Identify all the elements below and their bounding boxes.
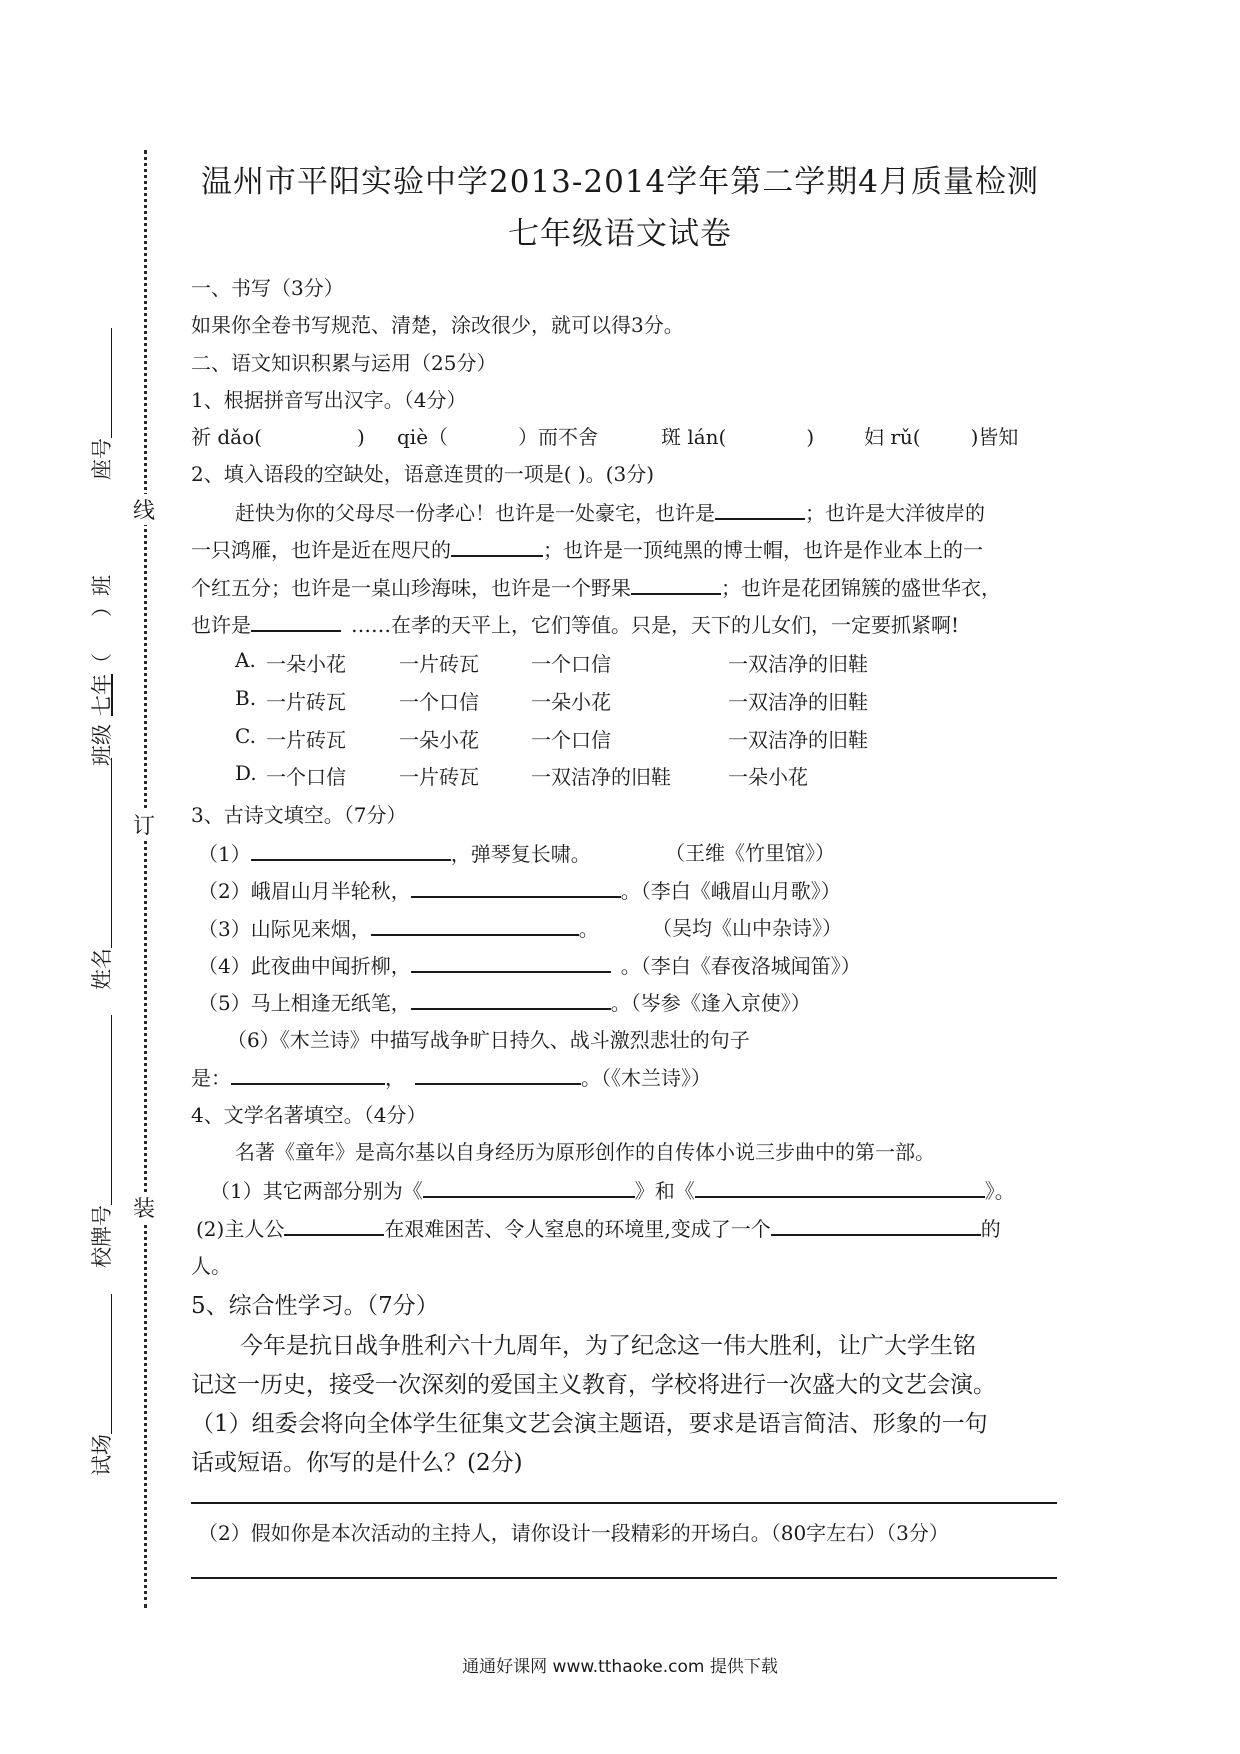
option-c-item-4: 一双洁净的旧鞋 — [728, 728, 868, 752]
q4-sub-2 — [196, 1212, 1001, 1242]
option-b-label: B. — [235, 686, 257, 710]
school-number-field[interactable] — [86, 1015, 116, 1268]
q3-blank-7[interactable] — [415, 1061, 581, 1085]
q5-answer-line-2[interactable] — [191, 1577, 1057, 1579]
q2-blank-2[interactable] — [451, 533, 543, 557]
q5-para-line2: 记这一历史，接受一次深刻的爱国主义教育，学校将进行一次盛大的文艺会演。 — [191, 1372, 996, 1398]
q2-p3b: ；也许是花团锦簇的盛世华衣， — [721, 576, 1001, 600]
q2-p1a: 赶快为你的父母尽一份孝心！也许是一处豪宅，也许是 — [235, 501, 715, 525]
option-d-item-2: 一片砖瓦 — [399, 765, 479, 789]
school-number-label: 校牌号 — [90, 1205, 114, 1268]
q1-item-4-close: )皆知 — [970, 425, 1019, 449]
binding-line-char: 线 — [129, 494, 159, 525]
option-c-item-3: 一个口信 — [531, 728, 611, 752]
q5-para-line3: （1）组委会将向全体学生征集文艺会演主题语，要求是语言简洁、形象的一句 — [191, 1411, 988, 1437]
option-d-item-3: 一双洁净的旧鞋 — [531, 765, 671, 789]
q3-blank-3[interactable] — [371, 912, 579, 936]
q3-line-4 — [198, 949, 861, 979]
option-a-label: A. — [235, 648, 256, 672]
q4-s1-text: （1）其它两部分别为《 — [210, 1179, 423, 1203]
option-b-item-4: 一双洁净的旧鞋 — [728, 690, 868, 714]
q4-blank-4[interactable] — [771, 1212, 981, 1236]
q1-item-1[interactable] — [191, 421, 365, 450]
option-a-item-4: 一双洁净的旧鞋 — [728, 652, 868, 676]
q3-blank-2[interactable] — [411, 874, 621, 898]
section1-text: 如果你全卷书写规范、清楚，涂改很少，就可以得3分。 — [191, 313, 684, 337]
q4-s1-end: 》。 — [984, 1179, 1015, 1203]
q2-para-line2 — [191, 533, 983, 563]
option-b-item-2: 一个口信 — [399, 690, 479, 714]
q3-l7-comma: ， — [385, 1066, 405, 1090]
q1-item-3-close: ) — [806, 425, 815, 449]
exam-room-label: 试场 — [90, 1434, 114, 1476]
q2-p4a: 也许是 — [191, 613, 251, 637]
q3-blank-1[interactable] — [251, 837, 451, 861]
name-label: 姓名 — [90, 948, 114, 990]
q2-option-b[interactable] — [235, 686, 256, 710]
q4-s2-text: (2)主人公 — [196, 1217, 285, 1241]
q2-heading: 2、填入语段的空缺处，语意连贯的一项是( )。(3分) — [191, 462, 655, 486]
q1-item-2-pinyin: qiè（ — [397, 425, 449, 449]
q1-item-3-pinyin: 斑 lán( — [661, 425, 727, 449]
q3-blank-5[interactable] — [411, 986, 611, 1010]
q2-p1b: ；也许是大洋彼岸的 — [805, 501, 985, 525]
q3-l3-end: 。 — [578, 917, 599, 941]
seat-number-field[interactable] — [86, 328, 116, 480]
q1-item-1-pinyin: 祈 dǎo( — [191, 425, 262, 449]
q3-l7-source: 。（《木兰诗》） — [581, 1066, 711, 1090]
exam-title-line1: 温州市平阳实验中学2013-2014学年第二学期4月质量检测 — [201, 164, 1039, 200]
q1-item-2[interactable] — [397, 421, 598, 450]
q2-p2a: 一只鸿雁，也许是近在咫尺的 — [191, 538, 451, 562]
q2-blank-4[interactable] — [251, 608, 341, 632]
q2-option-d[interactable] — [235, 761, 257, 785]
q1-item-4[interactable] — [864, 421, 1018, 450]
binding-zhuang-char: 装 — [129, 1192, 159, 1223]
q2-p2b: ；也许是一顶纯黑的博士帽，也许是作业本上的一 — [543, 538, 983, 562]
q1-heading: 1、根据拼音写出汉字。（4分） — [191, 388, 467, 412]
q4-heading: 4、文学名著填空。（4分） — [191, 1103, 427, 1127]
option-c-item-2: 一朵小花 — [399, 728, 479, 752]
q3-l4-source: 。（李白《春夜洛城闻笛》） — [620, 954, 861, 978]
q3-l3-text: （3）山际见来烟， — [198, 917, 371, 941]
q3-blank-6[interactable] — [231, 1061, 385, 1085]
q4-s2-end: 的 — [980, 1217, 1001, 1241]
option-a-item-3: 一个口信 — [531, 652, 611, 676]
option-c-item-1: 一片砖瓦 — [266, 728, 346, 752]
q3-l1-text: ，弹琴复长啸。 — [450, 842, 591, 866]
q2-para-line3 — [191, 571, 1001, 601]
section2-heading: 二、语文知识积累与运用（25分） — [191, 351, 497, 375]
class-paren-close: ）班 — [90, 575, 114, 617]
q3-l1-source: （王维《竹里馆》） — [665, 841, 835, 865]
exam-room-field[interactable] — [86, 1294, 116, 1476]
option-a-item-2: 一片砖瓦 — [399, 652, 479, 676]
q5-para-line4: 话或短语。你写的是什么？(2分) — [191, 1450, 523, 1476]
q4-s1-and: 》和《 — [634, 1179, 695, 1203]
q1-item-3[interactable] — [661, 421, 814, 450]
binding-dotted-line — [144, 150, 147, 1608]
section1-heading: 一、书写（3分） — [191, 276, 344, 300]
name-field[interactable] — [86, 758, 116, 990]
q2-para-line4 — [191, 608, 959, 638]
q2-p4b: ……在孝的天平上，它们等值。只是，天下的儿女们，一定要抓紧啊! — [351, 613, 960, 637]
class-grade: 七年 — [90, 674, 114, 716]
option-a-item-1: 一朵小花 — [266, 652, 346, 676]
q2-p3a: 个红五分；也许是一桌山珍海味，也许是一个野果 — [191, 576, 631, 600]
q3-line-5 — [198, 986, 811, 1016]
q1-item-4-pinyin: 妇 rǔ( — [864, 425, 921, 449]
binding-ding-char: 订 — [129, 809, 159, 840]
class-label: 班级 — [90, 724, 114, 766]
q4-blank-1[interactable] — [423, 1174, 635, 1198]
option-d-label: D. — [235, 761, 257, 785]
option-d-item-1: 一个口信 — [266, 765, 346, 789]
q1-item-2-close: ）而不舍 — [518, 425, 599, 449]
q4-blank-2[interactable] — [695, 1174, 985, 1198]
q3-heading: 3、古诗文填空。（7分） — [191, 803, 407, 827]
q4-blank-3[interactable] — [284, 1212, 384, 1236]
class-paren-open: （ — [90, 653, 114, 674]
option-b-item-3: 一朵小花 — [531, 690, 611, 714]
option-c-label: C. — [235, 724, 256, 748]
q5-heading: 5、综合性学习。（7分） — [191, 1293, 439, 1319]
q3-blank-4[interactable] — [411, 949, 611, 973]
class-field[interactable] — [86, 575, 116, 766]
q5-para-line1: 今年是抗日战争胜利六十九周年，为了纪念这一伟大胜利，让广大学生铭 — [240, 1333, 976, 1359]
q3-l5-text: （5）马上相逢无纸笔， — [198, 991, 411, 1015]
q3-line-3 — [198, 912, 599, 942]
q4-sub-1 — [210, 1174, 1015, 1204]
q2-option-c[interactable] — [235, 724, 256, 748]
q3-line-1 — [198, 837, 591, 867]
q4-sub-2-cont: 人。 — [191, 1254, 231, 1278]
q2-para-line1 — [235, 496, 985, 526]
q4-s2-mid: 在艰难困苦、令人窒息的环境里,变成了一个 — [384, 1217, 771, 1241]
option-d-item-4: 一朵小花 — [728, 765, 808, 789]
q5-answer-line-1[interactable] — [191, 1502, 1057, 1504]
exam-title-line2: 七年级语文试卷 — [508, 216, 732, 252]
q3-l3-source: （吴均《山中杂诗》） — [652, 916, 842, 940]
q4-intro: 名著《童年》是高尔基以自身经历为原形创作的自传体小说三步曲中的第一部。 — [235, 1140, 935, 1164]
q3-l7-prefix: 是： — [191, 1066, 231, 1090]
q3-line-7 — [191, 1061, 711, 1091]
q3-line-2 — [198, 874, 841, 904]
option-b-item-1: 一片砖瓦 — [266, 690, 346, 714]
q3-line-6: （6）《木兰诗》中描写战争旷日持久、战斗激烈悲壮的句子 — [227, 1028, 750, 1052]
q1-item-1-close: ) — [356, 425, 365, 449]
seat-label: 座号 — [90, 438, 114, 480]
q3-l5-source: 。（岑参《逢入京使》） — [610, 991, 811, 1015]
q3-l2-source: 。（李白《峨眉山月歌》） — [620, 879, 841, 903]
q2-blank-1[interactable] — [715, 496, 805, 520]
q2-option-a[interactable] — [235, 648, 256, 672]
q3-l1-num: （1） — [198, 842, 251, 866]
q3-l2-text: （2）峨眉山月半轮秋， — [198, 879, 411, 903]
q5-sub-2: （2）假如你是本次活动的主持人，请你设计一段精彩的开场白。（80字左右）（3分） — [198, 1521, 949, 1545]
q2-blank-3[interactable] — [631, 571, 721, 595]
footer-text: 通通好课网 www.tthaoke.com 提供下载 — [462, 1657, 778, 1677]
q3-l4-text: （4）此夜曲中闻折柳， — [198, 954, 411, 978]
